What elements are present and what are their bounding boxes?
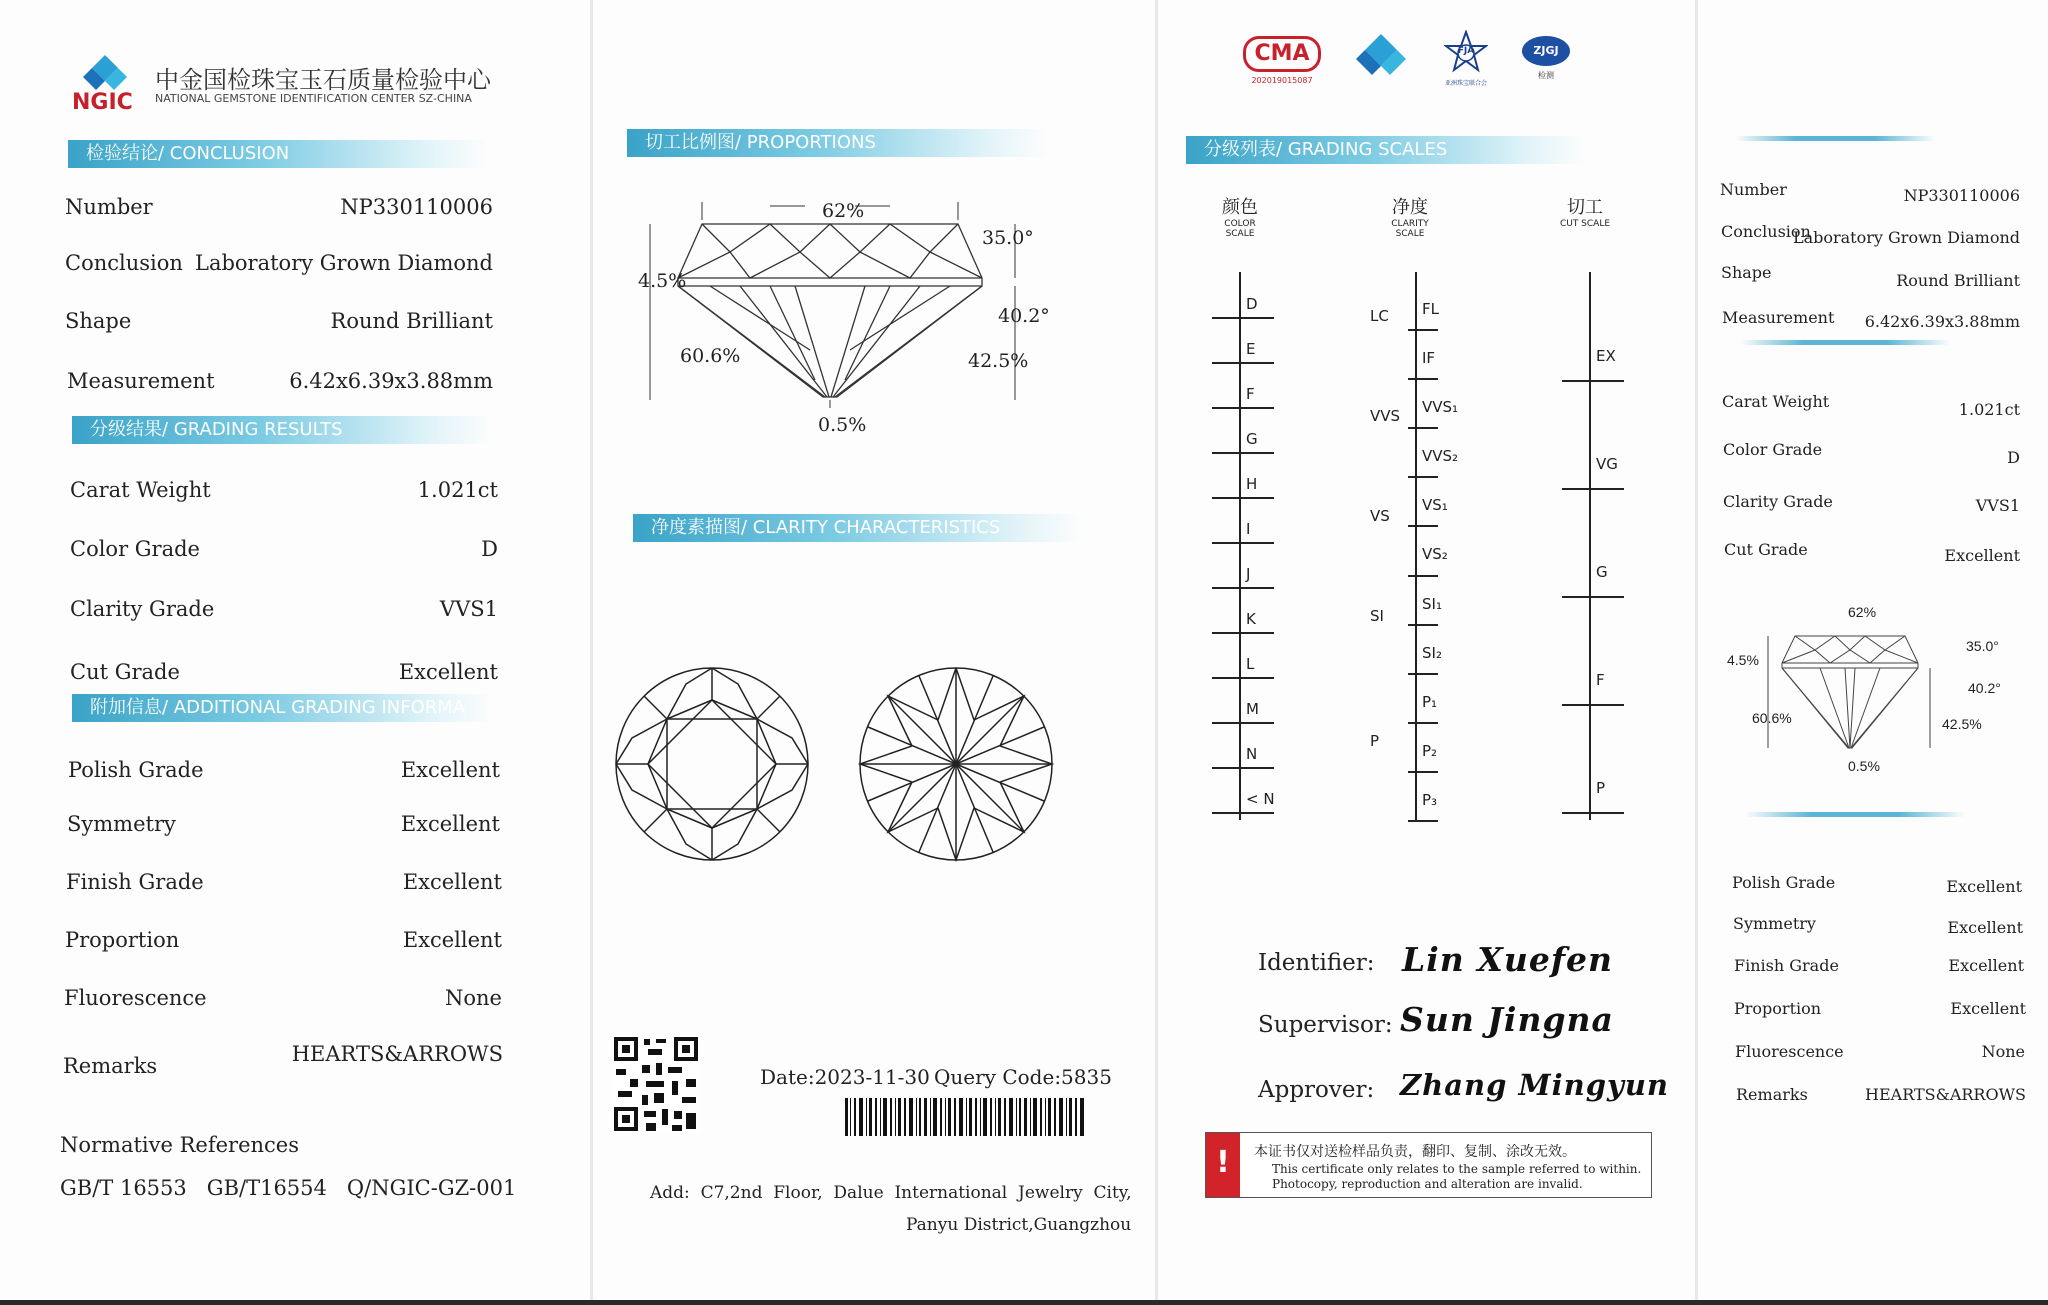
clarity-scale-tick xyxy=(1408,525,1438,527)
row-label: Proportion xyxy=(65,928,180,952)
notice-box xyxy=(1205,1132,1652,1198)
divider-bar xyxy=(1735,136,1935,141)
row-value: Excellent xyxy=(1948,956,2024,975)
cut-scale-tick xyxy=(1562,704,1624,706)
clarity-scale-grade: VVS₂ xyxy=(1422,447,1459,466)
clarity-plot-crown xyxy=(612,664,812,864)
fold-line xyxy=(1695,0,1698,1300)
cut-scale-grade: G xyxy=(1596,563,1608,581)
fold-line xyxy=(1155,0,1158,1300)
signature-label: Approver: xyxy=(1258,1077,1375,1103)
row-label: Finish Grade xyxy=(1734,956,1839,975)
clarity-scale-grade: IF xyxy=(1422,349,1436,368)
logo-name-en: NATIONAL GEMSTONE IDENTIFICATION CENTER SZ-CHINA xyxy=(155,92,472,105)
row-value: Excellent xyxy=(400,812,500,836)
row-label: Remarks xyxy=(63,1054,158,1078)
color-scale-tick xyxy=(1212,812,1274,814)
row-label: Symmetry xyxy=(67,812,176,836)
fold-line xyxy=(590,0,593,1300)
row-label: Clarity Grade xyxy=(70,597,215,621)
color-scale-tick xyxy=(1212,632,1274,634)
address-line-1: Add: C7,2nd Floor, Dalue International Jewelry City, xyxy=(650,1183,1132,1203)
cut-scale-cn: 切工 xyxy=(1567,197,1603,218)
color-scale-grade: J xyxy=(1246,565,1251,583)
cma-number: 202019015087 xyxy=(1251,76,1313,85)
row-label: Number xyxy=(1720,180,1787,199)
clarity-scale-title xyxy=(1380,193,1440,239)
color-scale-tick xyxy=(1212,542,1274,544)
mini-prop-crown-height: 4.5% xyxy=(1727,652,1759,668)
row-label: Shape xyxy=(65,309,132,333)
cut-scale-grade: VG xyxy=(1596,455,1618,473)
mini-prop-pavilion-angle: 40.2° xyxy=(1968,680,2001,696)
crown-view-icon xyxy=(612,664,812,864)
clarity-group-label: P xyxy=(1370,732,1380,750)
barcode-icon xyxy=(845,1098,1085,1136)
clarity-scale-tick xyxy=(1408,771,1438,773)
notice-cn: 本证书仅对送检样品负责，翻印、复制、涂改无效。 xyxy=(1254,1144,1576,1160)
ngic-badge-icon xyxy=(1350,32,1412,90)
section-conclusion: 检验结论/ CONCLUSION xyxy=(68,140,488,168)
row-value: Excellent xyxy=(398,660,498,684)
prop-pavilion-angle: 40.2° xyxy=(998,305,1050,327)
clarity-scale xyxy=(1370,272,1459,822)
row-label: Cut Grade xyxy=(1724,540,1808,559)
clarity-scale-grade: VVS₁ xyxy=(1422,398,1459,417)
row-label: Proportion xyxy=(1734,999,1822,1018)
row-value: Excellent xyxy=(402,870,502,894)
color-scale-grade: N xyxy=(1246,745,1258,763)
color-scale-tick xyxy=(1212,722,1274,724)
color-scale-grade: G xyxy=(1246,430,1258,448)
cut-scale-grade: P xyxy=(1596,779,1606,797)
cut-scale xyxy=(1560,272,1630,822)
clarity-scale-tick xyxy=(1408,624,1438,626)
row-value: 6.42x6.39x3.88mm xyxy=(1864,312,2020,331)
clarity-scale-en: CLARITY SCALE xyxy=(1391,219,1429,239)
signature-label: Supervisor: xyxy=(1258,1012,1393,1038)
row-value: NP330110006 xyxy=(1903,186,2020,205)
clarity-scale-tick xyxy=(1408,427,1438,429)
row-label: Polish Grade xyxy=(68,758,204,782)
color-scale-grade: K xyxy=(1246,610,1256,628)
zjgj-caption: 检测 xyxy=(1538,71,1554,80)
mini-prop-pavilion-depth: 42.5% xyxy=(1942,716,1982,732)
row-label: Polish Grade xyxy=(1732,873,1836,892)
color-scale-grade: I xyxy=(1246,520,1251,538)
notice-en-1: This certificate only relates to the sample referred to within. xyxy=(1272,1162,1642,1176)
clarity-group-label: SI xyxy=(1370,607,1384,625)
color-scale-tick xyxy=(1212,317,1274,319)
row-value: Laboratory Grown Diamond xyxy=(1792,228,2020,247)
color-scale-tick xyxy=(1212,497,1274,499)
clarity-scale-grade: P₁ xyxy=(1422,692,1438,711)
signature-name: Sun Jingna xyxy=(1400,1000,1614,1039)
ngic-badge xyxy=(1350,32,1412,90)
pavilion-view-icon xyxy=(856,664,1056,864)
row-label: Carat Weight xyxy=(70,478,211,502)
row-label: Shape xyxy=(1721,263,1772,282)
row-value: D xyxy=(481,537,498,561)
mini-prop-table: 62% xyxy=(1848,604,1877,620)
clarity-scale-grade: VS₂ xyxy=(1422,545,1448,564)
color-scale-tick xyxy=(1212,587,1274,589)
row-value: 1.021ct xyxy=(417,478,498,502)
normative-refs: GB/T 16553 GB/T16554 Q/NGIC-GZ-001 xyxy=(60,1176,517,1200)
color-scale-grade: D xyxy=(1246,295,1258,313)
mini-proportions-diagram xyxy=(1750,608,1950,778)
signature-name: Lin Xuefen xyxy=(1402,940,1613,979)
color-scale-grade: F xyxy=(1246,385,1255,403)
clarity-scale-grade: P₂ xyxy=(1422,741,1438,760)
clarity-scale-tick xyxy=(1408,575,1438,577)
color-scale-grade: M xyxy=(1246,700,1259,718)
prop-crown-height: 4.5% xyxy=(638,270,687,292)
clarity-group-label: VVS xyxy=(1370,407,1401,425)
fja-caption: 亚洲珠宝联合会 xyxy=(1444,80,1487,87)
divider-bar xyxy=(1745,812,1965,817)
cut-scale-grade: EX xyxy=(1596,347,1616,365)
clarity-scale-grade: P₃ xyxy=(1422,790,1438,809)
mini-prop-total-depth: 60.6% xyxy=(1752,710,1792,726)
row-label: Conclusion xyxy=(65,251,183,275)
section-proportions: 切工比例图/ PROPORTIONS xyxy=(627,129,1047,157)
section-grading-results: 分级结果/ GRADING RESULTS xyxy=(72,416,492,444)
row-value: VVS1 xyxy=(1975,496,2020,515)
logo-name-cn: 中金国检珠宝玉石质量检验中心 xyxy=(155,66,491,94)
address-line-2: Panyu District,Guangzhou xyxy=(906,1215,1132,1235)
clarity-scale-cn: 净度 xyxy=(1392,197,1428,218)
color-scale xyxy=(1210,272,1280,822)
color-scale-cn: 颜色 xyxy=(1222,197,1258,218)
cut-scale-en: CUT SCALE xyxy=(1559,219,1611,229)
row-label: Fluorescence xyxy=(1735,1042,1844,1061)
row-label: Number xyxy=(65,195,153,219)
color-scale-grade: H xyxy=(1246,475,1258,493)
clarity-scale-grade: FL xyxy=(1422,300,1439,318)
color-scale-grade: < N xyxy=(1246,790,1275,808)
divider-bar xyxy=(1740,340,1950,345)
row-value: VVS1 xyxy=(439,597,498,621)
prop-table: 62% xyxy=(822,200,865,222)
color-scale-grade: L xyxy=(1246,655,1255,673)
mini-prop-culet: 0.5% xyxy=(1848,758,1880,774)
row-label: Color Grade xyxy=(1723,440,1823,459)
zjgj-logo xyxy=(1516,36,1576,94)
mini-prop-crown-angle: 35.0° xyxy=(1966,638,1999,654)
row-label: Measurement xyxy=(1722,308,1835,327)
color-scale-tick xyxy=(1212,767,1274,769)
clarity-plot-pavilion xyxy=(856,664,1056,864)
prop-crown-angle: 35.0° xyxy=(982,227,1034,249)
clarity-group-label: VS xyxy=(1370,507,1390,525)
row-value: 1.021ct xyxy=(1958,400,2020,419)
signature-label: Identifier: xyxy=(1258,950,1375,976)
row-value: HEARTS&ARROWS xyxy=(1865,1085,2026,1104)
row-value: Excellent xyxy=(400,758,500,782)
barcode xyxy=(845,1098,1085,1136)
cut-scale-tick xyxy=(1562,596,1624,598)
row-label: Remarks xyxy=(1736,1085,1808,1104)
row-value: Round Brilliant xyxy=(330,309,493,333)
color-scale-tick xyxy=(1212,452,1274,454)
clarity-group-label: LC xyxy=(1370,307,1389,325)
row-value: Excellent xyxy=(1947,918,2023,937)
warning-icon: ! xyxy=(1206,1133,1240,1197)
row-value: None xyxy=(1981,1042,2025,1061)
row-value: Excellent xyxy=(1950,999,2026,1018)
color-scale-en: COLOR SCALE xyxy=(1224,219,1256,239)
qr-code-icon xyxy=(612,1035,700,1133)
row-label: Color Grade xyxy=(70,537,200,561)
mini-diamond-profile-icon xyxy=(1750,608,1950,778)
row-label: Carat Weight xyxy=(1722,392,1830,411)
fja-text: FJA xyxy=(1457,46,1475,56)
row-label: Symmetry xyxy=(1733,914,1816,933)
row-label: Clarity Grade xyxy=(1723,492,1833,511)
cut-scale-grade: F xyxy=(1596,671,1605,689)
row-value: NP330110006 xyxy=(340,195,493,219)
notice-en-2: Photocopy, reproduction and alteration are invalid. xyxy=(1272,1177,1583,1191)
row-value: Round Brilliant xyxy=(1896,271,2020,290)
clarity-scale-tick xyxy=(1408,722,1438,724)
cma-logo xyxy=(1243,36,1321,92)
color-scale-title xyxy=(1210,193,1270,239)
signature-name: Zhang Mingyun xyxy=(1400,1068,1670,1102)
qr-code[interactable] xyxy=(612,1035,700,1133)
clarity-scale-tick xyxy=(1408,378,1438,380)
cut-scale-tick xyxy=(1562,380,1624,382)
clarity-scale-grade: VS₁ xyxy=(1422,496,1448,515)
cut-scale-tick xyxy=(1562,812,1624,814)
query-code: Query Code:5835 xyxy=(934,1065,1112,1089)
row-label: Fluorescence xyxy=(64,986,207,1010)
row-value: 6.42x6.39x3.88mm xyxy=(289,369,493,393)
prop-culet: 0.5% xyxy=(818,414,867,436)
clarity-scale-tick xyxy=(1408,673,1438,675)
row-value: D xyxy=(2007,448,2020,467)
section-grading-scales: 分级列表/ GRADING SCALES xyxy=(1186,136,1586,164)
prop-pavilion-depth: 42.5% xyxy=(968,350,1029,372)
clarity-scale-tick xyxy=(1408,820,1438,822)
row-value: Excellent xyxy=(1944,546,2020,565)
color-scale-tick xyxy=(1212,407,1274,409)
row-value: Laboratory Grown Diamond xyxy=(195,251,493,275)
fja-logo xyxy=(1434,30,1498,94)
section-clarity: 净度素描图/ CLARITY CHARACTERISTICS xyxy=(633,514,1083,542)
row-value: Excellent xyxy=(1946,877,2022,896)
color-scale-tick xyxy=(1212,362,1274,364)
prop-total-depth: 60.6% xyxy=(680,345,741,367)
normative-title: Normative References xyxy=(60,1133,300,1157)
row-label: Conclusion xyxy=(1721,222,1811,241)
clarity-scale-tick xyxy=(1408,476,1438,478)
cut-scale-title xyxy=(1555,193,1615,229)
clarity-scale-grade: SI₂ xyxy=(1422,643,1442,662)
section-additional: 附加信息/ ADDITIONAL GRADING INFORMA xyxy=(72,694,492,722)
clarity-scale-grade: SI₁ xyxy=(1422,594,1442,613)
row-value: HEARTS&ARROWS xyxy=(291,1042,503,1066)
row-label: Cut Grade xyxy=(70,660,180,684)
logo-brand: NGIC xyxy=(72,90,133,115)
report-date: Date:2023-11-30 xyxy=(760,1065,930,1089)
row-label: Measurement xyxy=(67,369,215,393)
zjgj-mark: ZJGJ xyxy=(1522,36,1570,66)
row-value: None xyxy=(445,986,502,1010)
row-label: Finish Grade xyxy=(66,870,204,894)
color-scale-grade: E xyxy=(1246,340,1256,358)
row-value: Excellent xyxy=(402,928,502,952)
color-scale-tick xyxy=(1212,677,1274,679)
cma-mark: CMA xyxy=(1243,36,1320,72)
clarity-scale-tick xyxy=(1408,329,1438,331)
cut-scale-tick xyxy=(1562,488,1624,490)
